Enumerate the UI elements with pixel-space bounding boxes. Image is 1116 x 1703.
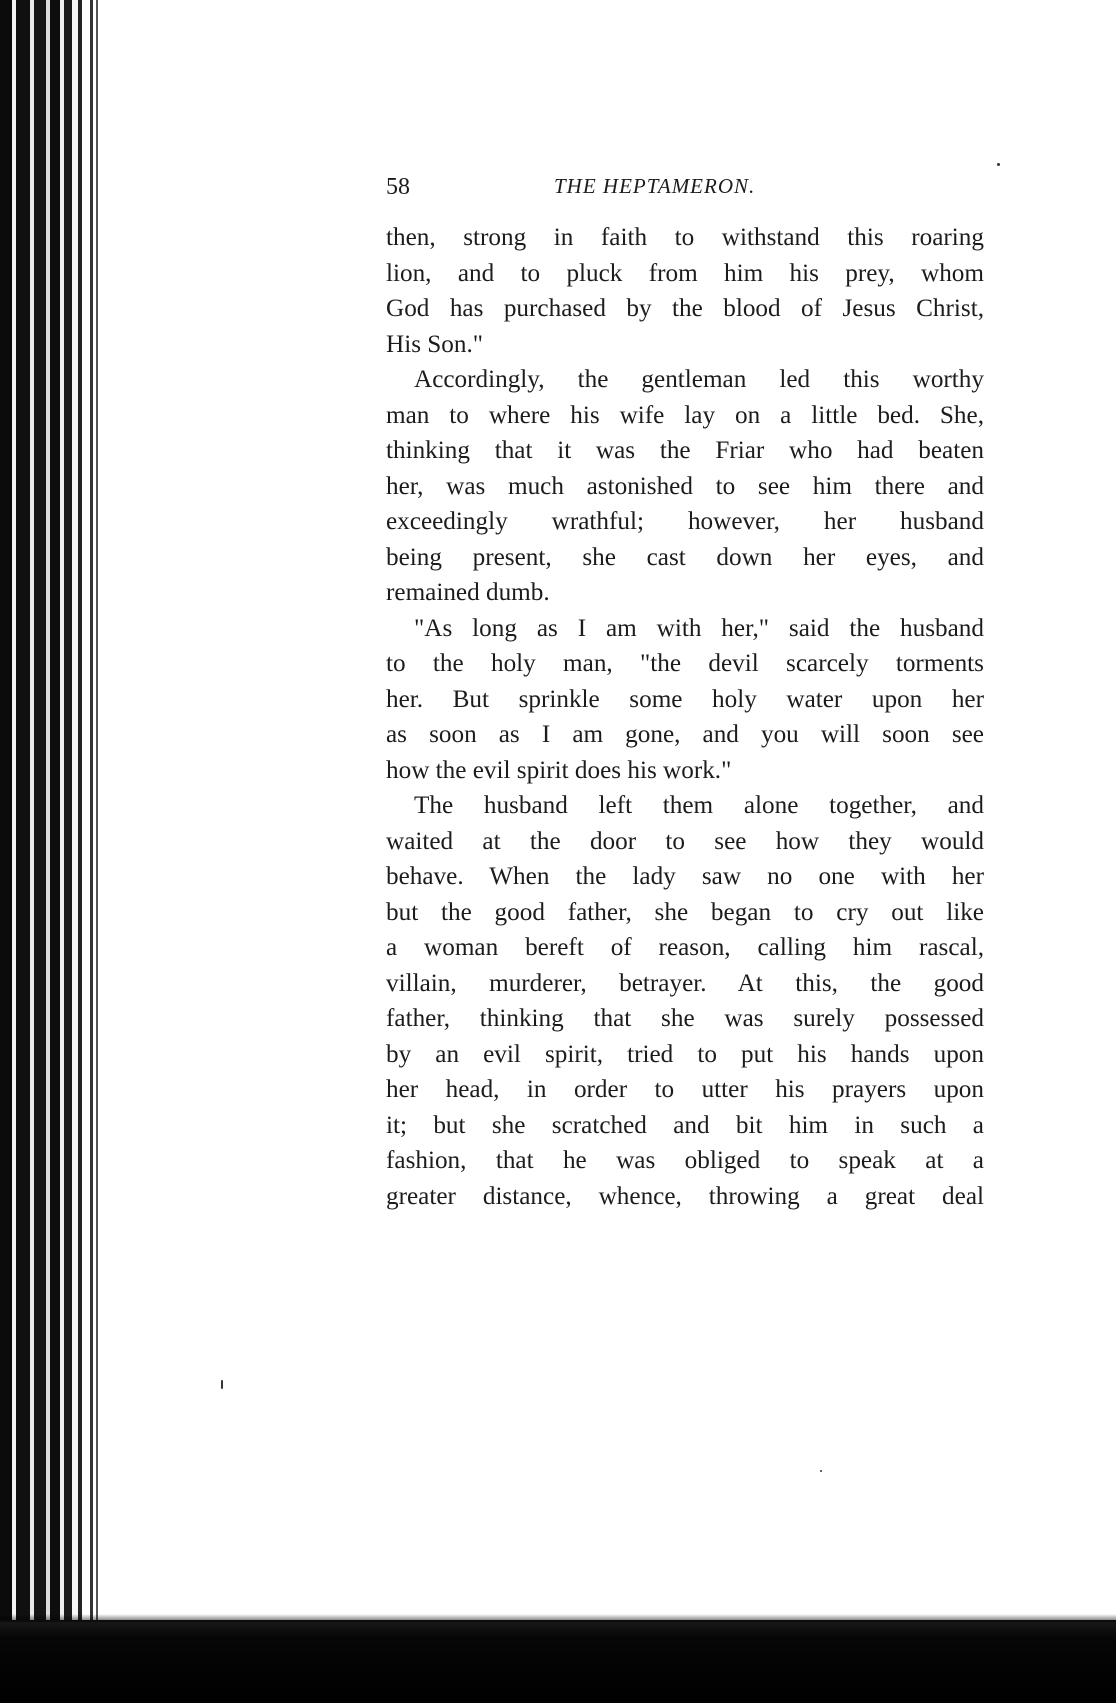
text-line: exceedingly wrathful; however, her husband [386,508,984,535]
text-line: a woman bereft of reason, calling him rascal, [386,934,984,961]
text-line: it; but she scratched and bit him in such a [386,1111,984,1139]
text-line: lion, and to pluck from him his prey, whom [386,259,984,287]
book-page [386,170,984,1214]
paragraph [386,611,984,789]
text-line: greater distance, whence, throwing a great deal [386,1182,984,1210]
text-line: to the holy man, "the devil scarcely torments [386,650,984,677]
paragraph [386,362,984,611]
text-line: fashion, that he was obliged to speak at a [386,1147,984,1174]
text-line: Accordingly, the gentleman led this worthy [414,366,984,393]
text-line: remained dumb. [386,579,550,606]
text-line: but the good father, she began to cry out like [386,898,984,926]
text-line: thinking that it was the Friar who had beaten [386,437,984,464]
paragraph [386,220,984,362]
text-line: waited at the door to see how they would [386,827,984,855]
running-title: THE HEPTAMERON. [554,174,756,198]
text-line: God has purchased by the blood of Jesus Christ, [386,295,984,322]
text-line: "As long as I am with her," said the husband [414,614,984,642]
page-number: 58 [386,174,410,200]
text-line: her. But sprinkle some holy water upon her [386,685,984,713]
text-line: His Son." [386,330,484,358]
body-text [386,220,984,1214]
text-line: her, was much astonished to see him there and [386,472,984,500]
book-binding-gutter [0,0,115,1703]
text-line: father, thinking that she was surely possessed [386,1005,984,1032]
paragraph [386,788,984,1214]
scan-speck [820,1470,822,1472]
text-line: how the evil spirit does his work." [386,756,732,784]
text-line: man to where his wife lay on a little bed. She, [386,401,984,429]
text-line: then, strong in faith to withstand this roaring [386,224,984,251]
page-bottom-edge [0,1620,1116,1703]
text-line: being present, she cast down her eyes, and [386,543,984,571]
text-line: villain, murderer, betrayer. At this, the good [386,969,984,997]
text-line: The husband left them alone together, and [414,792,984,819]
text-line: by an evil spirit, tried to put his hands upon [386,1040,984,1068]
text-line: her head, in order to utter his prayers upon [386,1076,984,1103]
running-head [386,170,984,206]
scan-speck [221,1380,223,1389]
scan-speck [997,163,1000,166]
text-line: as soon as I am gone, and you will soon see [386,721,984,748]
text-line: behave. When the lady saw no one with her [386,863,984,890]
